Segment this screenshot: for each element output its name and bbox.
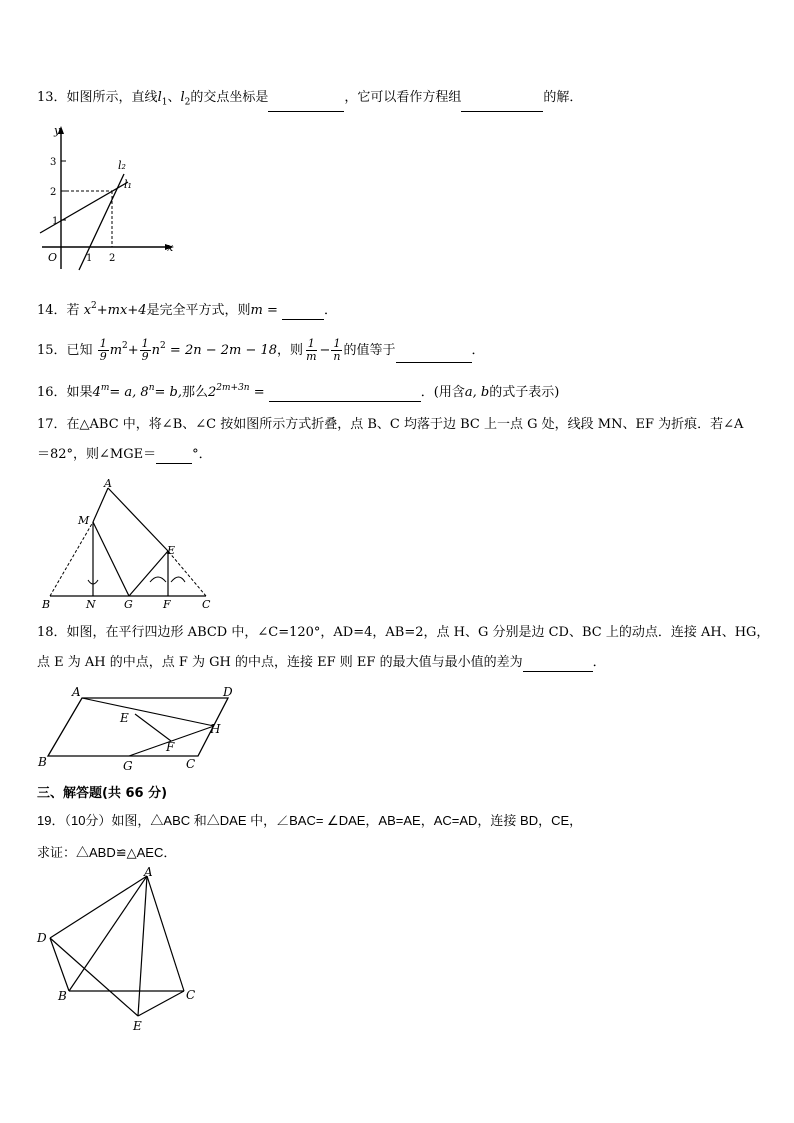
q19-figure: [34, 864, 209, 1036]
q16-answer-blank[interactable]: [269, 388, 421, 402]
q13-xtick-2: 2: [109, 253, 116, 264]
q19-text-line2: 求证：△ABD≌△AEC．: [37, 845, 177, 860]
q17-label-E: E: [167, 544, 176, 557]
q19-label-C: C: [186, 988, 196, 1002]
q19-label-D: D: [37, 931, 47, 945]
q13-y-label: y: [54, 124, 61, 137]
q17-label-B: B: [42, 598, 51, 611]
q19-label-A: A: [144, 865, 153, 879]
q13-l2-label: l₂: [118, 159, 126, 172]
q18-label-A: A: [72, 685, 81, 699]
q18-label-E: E: [120, 711, 129, 725]
q19-label-E: E: [133, 1019, 142, 1033]
q19-text-line1: 19．（10分）如图，△ABC 和△DAE 中，∠BAC= ∠DAE，AB=AE，AC=AD，连接 BD，CE，: [37, 813, 583, 828]
q13-x-label: x: [167, 241, 174, 254]
q17-label-A: A: [104, 477, 112, 490]
q18-figure: [36, 684, 246, 776]
q18-label-C: C: [186, 757, 196, 771]
q17-label-N: N: [86, 598, 96, 611]
q13-answer-blank-1[interactable]: [268, 98, 344, 112]
q15-answer-blank[interactable]: [396, 349, 472, 363]
q17-label-G: G: [124, 598, 133, 611]
q13-tick-2: 2: [50, 187, 57, 198]
q18-label-G: G: [123, 759, 133, 773]
q13-origin-label: O: [48, 251, 58, 264]
q14-answer-blank[interactable]: [282, 306, 324, 320]
q17-text-line2: ＝82°，则∠MGE＝ °．: [37, 447, 212, 462]
q13-figure: [36, 124, 181, 274]
q18-label-F: F: [166, 740, 175, 754]
q17-text-line1: 17．在△ABC 中，将∠B、∠C 按如图所示方式折叠，点 B、C 均落于边 BC 上一点 G 处，线段 MN、EF 为折痕．若∠A: [37, 417, 744, 432]
q17-answer-blank[interactable]: [156, 450, 192, 464]
q17-label-C: C: [202, 598, 211, 611]
q13-answer-blank-2[interactable]: [461, 98, 543, 112]
q19-label-B: B: [58, 989, 67, 1003]
section-title: 三、解答题(共 66 分): [37, 786, 168, 801]
q18-label-H: H: [210, 722, 221, 736]
q17-label-F: F: [163, 598, 171, 611]
q15-text: 15．已知 $\frac{1}{9}$ $m^2+$ $\frac{1}{9}$ $n^2 = 2n - 2m - 18$，则 $\frac{1}{m}$ − $\frac{1}{n}$ 的值等于 ．: [37, 337, 485, 363]
q13-tick-1: 1: [52, 216, 59, 227]
q13-l1-label: l₁: [124, 178, 132, 191]
q14-text: 14．若 $x^2+mx+4$是完全平方式，则m = ．: [37, 301, 338, 318]
q13-xtick-1: 1: [86, 253, 93, 264]
q18-text-line2: 点 E 为 AH 的中点，点 F 为 GH 的中点，连接 EF 则 EF 的最大值与最小值的差为 ．: [37, 655, 606, 670]
q18-label-D: D: [223, 685, 233, 699]
q13-text: 13．如图所示，直线$l_1$、$l_2$的交点坐标是 ，它可以看作方程组 的解．: [37, 89, 582, 112]
q18-label-B: B: [38, 755, 47, 769]
q18-answer-blank[interactable]: [523, 658, 593, 672]
q18-text-line1: 18．如图，在平行四边形 ABCD 中，∠C=120°，AD=4，AB=2，点 H、G 分别是边 CD、BC 上的动点．连接 AH、HG，: [37, 625, 770, 640]
q17-figure: [38, 476, 223, 614]
q17-label-M: M: [78, 514, 90, 527]
q13-tick-3: 3: [50, 157, 57, 168]
q16-text: 16．如果$4^m= a$, $8^n= b$,那么$2^{2m+3n}$ = ．(用含a, b的式子表示): [37, 383, 560, 400]
